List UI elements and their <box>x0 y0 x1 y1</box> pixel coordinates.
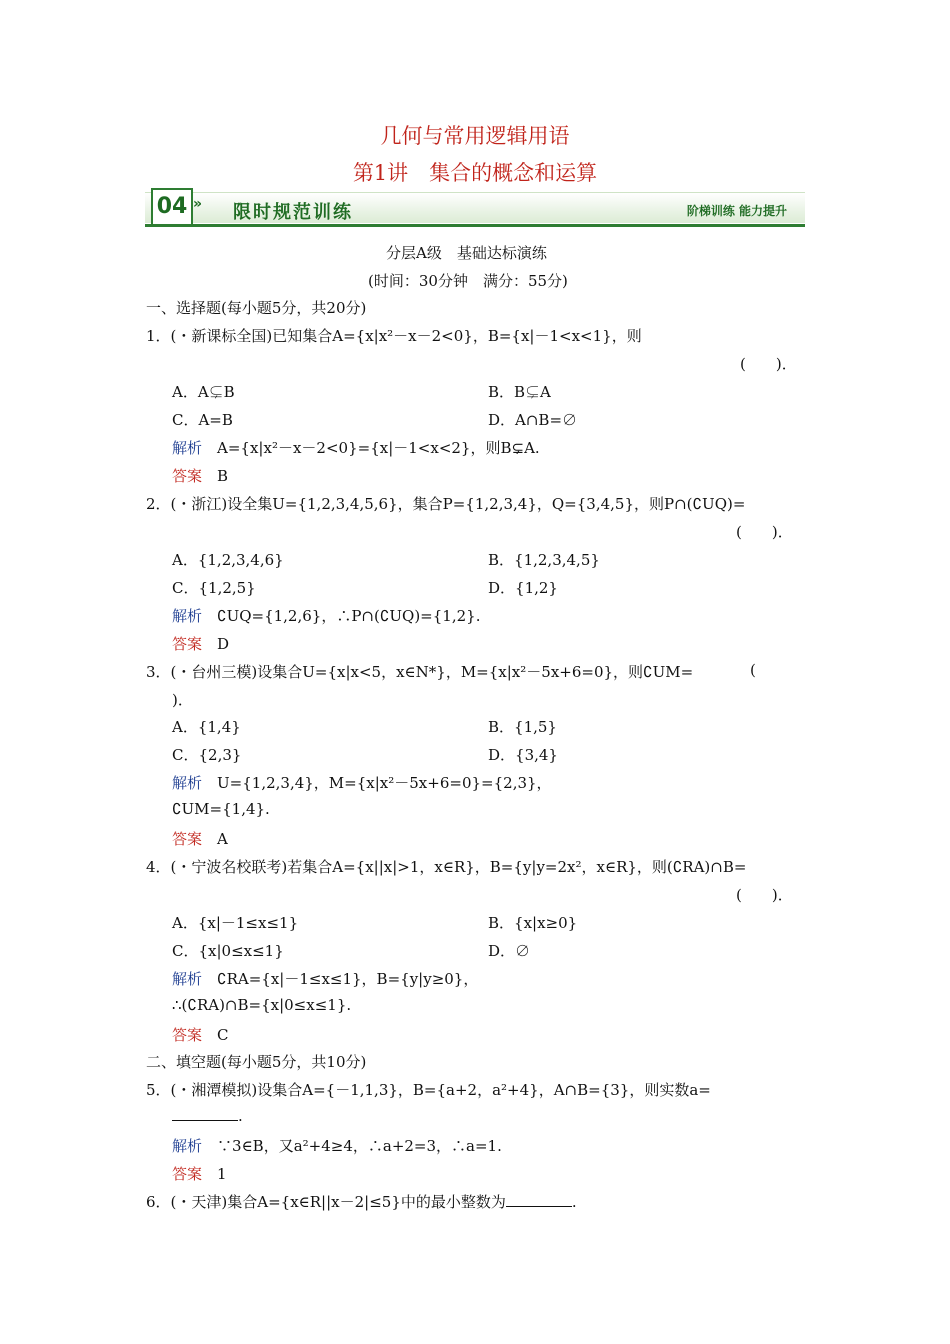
banner-title: 限时规范训练 <box>233 202 353 223</box>
answer-paren: ( )． <box>736 523 793 541</box>
section-level: 分层A级 基础达标演练 <box>386 244 547 262</box>
option-d: D．{1,2} <box>488 579 558 597</box>
question-2: 2．(・浙江)设全集U={1,2,3,4,5,6}，集合P={1,2,3,4}，Q={3,4,5}，则P∩(∁UQ)= <box>146 495 746 513</box>
option-b: B．{1,5} <box>488 718 557 736</box>
question-1: 1．(・新课标全国)已知集合A={x|x²－x－2<0}，B={x|－1<x<1}，则 <box>146 327 642 345</box>
banner-number: 04 <box>151 188 193 226</box>
answer-paren-close: )． <box>172 691 193 709</box>
analysis-line <box>172 968 478 989</box>
time-score: (时间：30分钟 满分：55分) <box>368 272 568 290</box>
option-b: B．{1,2,3,4,5} <box>488 551 600 569</box>
answer-label: 答案 <box>172 1026 203 1044</box>
answer-paren: ( )． <box>740 355 797 373</box>
analysis-line <box>172 437 540 458</box>
blank-line <box>172 1108 238 1121</box>
answer-paren: ( )． <box>736 886 793 904</box>
answer-value: 1 <box>217 1165 227 1183</box>
option-c: C．{1,2,5} <box>172 579 256 597</box>
answer-line <box>172 1024 229 1045</box>
option-b: B．{x|x≥0} <box>488 914 578 932</box>
analysis-label: 解析 <box>172 970 203 988</box>
question-5: 5．(・湘潭模拟)设集合A={－1,1,3}，B={a+2，a²+4}，A∩B={3}，则实数a= <box>146 1081 711 1099</box>
analysis-text: ∁UQ={1,2,6}，∴P∩(∁UQ)={1,2}. <box>217 607 481 625</box>
answer-line <box>172 1163 227 1184</box>
option-d: D．∅ <box>488 942 531 960</box>
analysis-label: 解析 <box>172 607 203 625</box>
analysis-text: A={x|x²－x－2<0}={x|－1<x<2}，则B⊊A. <box>217 439 540 457</box>
option-a: A．{1,4} <box>172 718 241 736</box>
blank-line <box>506 1194 572 1207</box>
answer-value: A <box>217 830 228 848</box>
banner-rule <box>145 224 805 227</box>
blank-period: . <box>238 1107 243 1125</box>
option-a: A．{1,2,3,4,6} <box>172 551 284 569</box>
question-4: 4．(・宁波名校联考)若集合A={x||x|>1，x∈R}，B={y|y=2x²，x∈R}，则(∁RA)∩B= <box>146 858 747 876</box>
part-two-heading: 二、填空题(每小题5分，共10分) <box>146 1053 367 1071</box>
fill-blank <box>172 1107 243 1125</box>
option-c: C．A=B <box>172 411 233 429</box>
option-a: A．{x|－1≤x≤1} <box>172 914 299 932</box>
answer-line <box>172 828 228 849</box>
section-banner <box>145 188 805 230</box>
analysis-label: 解析 <box>172 774 203 792</box>
option-b: B．B⊊A <box>488 383 551 401</box>
option-c: C．{2,3} <box>172 746 242 764</box>
answer-label: 答案 <box>172 830 203 848</box>
banner-tagline: 阶梯训练 能力提升 <box>686 204 787 218</box>
analysis-label: 解析 <box>172 1137 203 1155</box>
analysis-text: U={1,2,3,4}，M={x|x²－5x+6=0}={2,3}， <box>217 774 552 792</box>
option-c: C．{x|0≤x≤1} <box>172 942 284 960</box>
analysis-text: ∵3∈B，又a²+4≥4，∴a+2=3，∴a=1. <box>217 1137 502 1155</box>
question-3: 3．(・台州三模)设集合U={x|x<5，x∈N*}，M={x|x²－5x+6=0}，则∁UM= <box>146 663 694 681</box>
analysis-continuation: ∴(∁RA)∩B={x|0≤x≤1}. <box>172 996 352 1014</box>
blank-period: . <box>571 1193 577 1211</box>
question-6 <box>146 1191 577 1212</box>
analysis-label: 解析 <box>172 439 203 457</box>
analysis-text: ∁RA={x|－1≤x≤1}，B={y|y≥0}， <box>217 970 479 988</box>
answer-line <box>172 633 229 654</box>
analysis-continuation: ∁UM={1,4}. <box>172 800 270 818</box>
part-one-heading: 一、选择题(每小题5分，共20分) <box>146 299 367 317</box>
option-a: A．A⊊B <box>172 383 235 401</box>
question-6-text: 6．(・天津)集合A={x∈R||x－2|≤5}中的最小整数为 <box>146 1193 506 1211</box>
answer-paren-open: ( <box>750 661 756 679</box>
analysis-line <box>172 772 552 793</box>
answer-label: 答案 <box>172 467 203 485</box>
banner-arrows-icon: » <box>193 196 203 212</box>
answer-value: C <box>217 1026 229 1044</box>
lecture-subtitle: 第1讲 集合的概念和运算 <box>352 161 598 185</box>
answer-label: 答案 <box>172 1165 203 1183</box>
analysis-line <box>172 1135 502 1156</box>
answer-label: 答案 <box>172 635 203 653</box>
option-d: D．{3,4} <box>488 746 558 764</box>
answer-line <box>172 465 228 486</box>
option-d: D．A∩B=∅ <box>488 411 578 429</box>
answer-value: D <box>217 635 230 653</box>
answer-value: B <box>217 467 229 485</box>
document-title: 几何与常用逻辑用语 <box>380 124 570 148</box>
analysis-line <box>172 605 480 626</box>
